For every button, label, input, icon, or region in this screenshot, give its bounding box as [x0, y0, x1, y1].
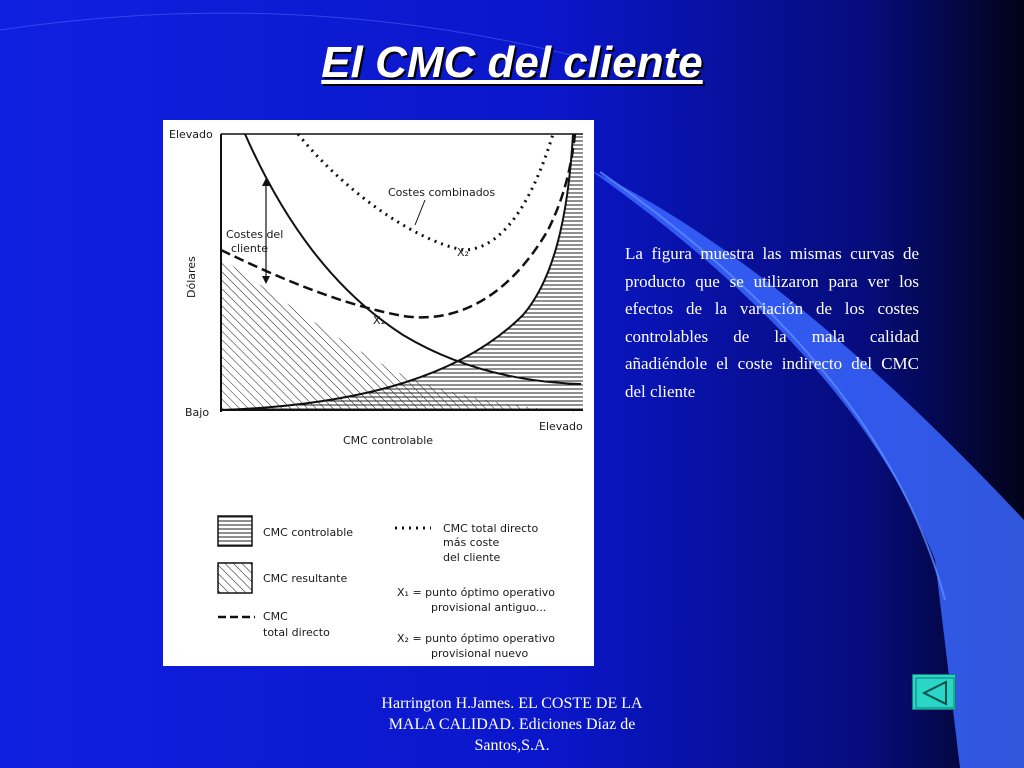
legend-total-label-1: CMC total directo: [443, 522, 539, 535]
legend-x1-label-2: provisional antiguo...: [431, 601, 547, 614]
diagram-figure: [163, 120, 594, 666]
legend-direct-label-1: CMC: [263, 610, 288, 623]
back-button[interactable]: [912, 674, 956, 710]
slide-citation: Harrington H.James. EL COSTE DE LA MALA CALIDAD. Ediciones Díaz de Santos,S.A.: [381, 695, 643, 754]
legend-x2-label-2: provisional nuevo: [431, 647, 529, 660]
legend-x2-label-1: X₂ = punto óptimo operativo: [397, 632, 555, 645]
x1-label: X₁: [373, 314, 385, 327]
y-axis-title: Dólares: [185, 256, 198, 298]
arrow-down-icon: [262, 276, 270, 284]
y-axis-bottom-label: Bajo: [185, 406, 210, 419]
slide-title: El CMC del cliente: [321, 38, 703, 87]
slide-description: La figura muestra las mismas curvas de producto que se utilizaron para ver los efectos de la variación de los costes controlables de la mala calidad añadiéndole el coste indirecto del CMC del cliente: [625, 244, 919, 401]
x-axis-title: CMC controlable: [343, 434, 434, 447]
customer-costs-label-1: Costes del: [226, 228, 284, 241]
combined-arrow: [415, 200, 425, 225]
y-axis-top-label: Elevado: [169, 128, 213, 141]
legend-total-label-3: del cliente: [443, 551, 501, 564]
direct-cmc-dashed-curve: [221, 134, 575, 317]
left-triangle-icon: [913, 675, 957, 711]
x2-label: X₂: [457, 246, 469, 259]
legend-resultant-label: CMC resultante: [263, 572, 348, 585]
legend-controllable-label: CMC controlable: [263, 526, 354, 539]
legend-direct-label-2: total directo: [263, 626, 330, 639]
legend-controllable-swatch: [218, 516, 252, 546]
x-axis-right-label: Elevado: [539, 420, 583, 433]
legend-resultant-swatch: [218, 563, 252, 593]
legend-total-label-2: más coste: [443, 536, 500, 549]
customer-costs-label-2: cliente: [231, 242, 268, 255]
combined-costs-label: Costes combinados: [388, 186, 496, 199]
legend-x1-label-1: X₁ = punto óptimo operativo: [397, 586, 555, 599]
cost-curve-diagram: [163, 120, 594, 666]
